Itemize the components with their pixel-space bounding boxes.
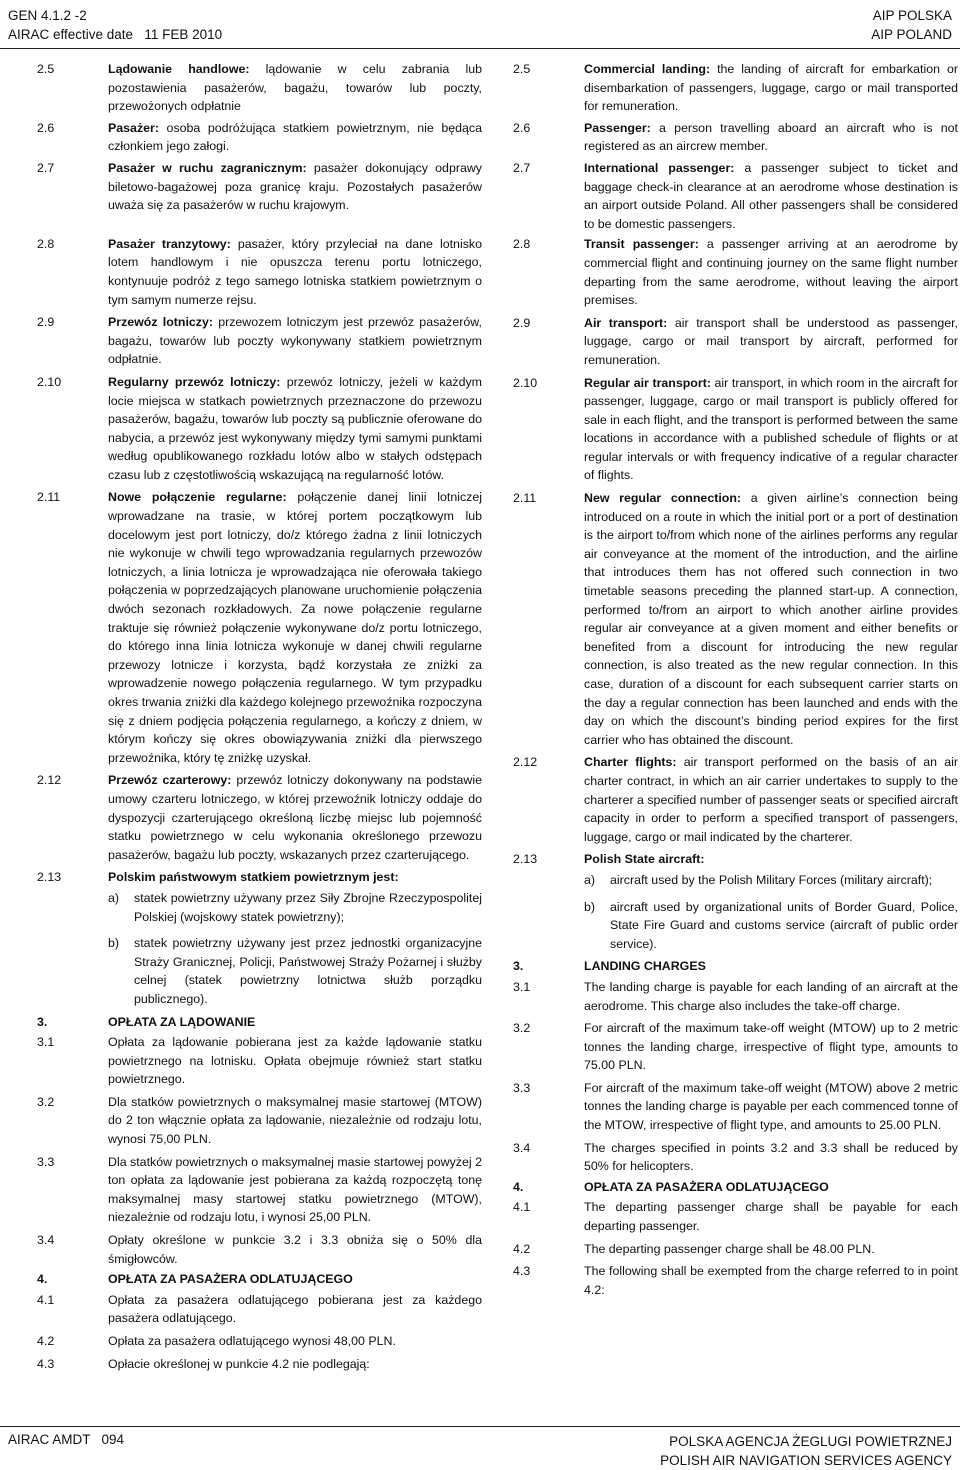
clause-item [513,1240,958,1259]
header-left [8,6,222,44]
item-number: 2.10 [37,374,62,389]
clause-text: Opłata za pasażera odlatującego wynosi 48,00 PLN. [108,1334,396,1348]
definition-text: air transport shall be understood as passenger, luggage, cargo or mail transport by aircraft, performed for remuneration. [584,315,958,367]
definition-item [513,314,958,370]
definition-text: osoba podróżująca statkiem powietrznym, nie będąca członkiem jego załogi. [108,120,482,154]
sub-item-indent [37,934,108,1008]
item-number: 2.13 [37,870,62,885]
footer-right [660,1432,952,1470]
clause-text: Opłata za pasażera odlatującego pobierana jest za każdego pasażera odlatującego. [108,1292,482,1326]
sub-item-text: statek powietrzny używany jest przez jednostki organizacyjne Straży Granicznej, Policji, Państwowej Straży Pożarnej i służby celnej (statek powietrzny lotnictwa służb porządku publicznego). [134,936,482,1006]
defined-term: Transit passenger: [584,237,699,252]
sub-item [37,934,482,1008]
item-number: 2.12 [37,773,62,788]
definition-text: przewóz lotniczy dokonywany na podstawie umowy czarteru lotniczego, w której przewoźnik lotniczy oddaje do dyspozycji czarterującego określoną liczbę miejsc lub pojemność statku powietrznego w celu wykonania określonego przewozu pasażerów, bagażu lub poczty, wskazanych przez czarterującego. [108,773,483,862]
defined-term: Pasażer w ruchu zagranicznym: [108,160,307,175]
clause-number: 3.3 [513,1080,531,1095]
page-header [0,0,960,52]
section-number: 3. [513,959,524,974]
amendment-number: AIRAC AMDT 094 [8,1432,125,1447]
definition-item [37,119,482,156]
definition-item [513,235,958,309]
section-number: 4. [37,1272,48,1287]
definition-item [513,850,958,869]
item-number: 2.12 [513,755,538,770]
item-number: 2.6 [513,120,531,135]
item-number: 2.9 [513,315,531,330]
sub-item-indent [513,898,584,954]
clause-number: 3.1 [513,979,531,994]
sub-item-label: b) [584,899,596,914]
clause-text: Opłata za lądowanie pobierana jest za każde lądowanie statku powietrznego na lotnisku. Opłata obejmuje również start statku powietrznego. [108,1035,482,1087]
definition-item [513,753,958,846]
sub-item-label: a) [108,890,120,905]
clause-text: For aircraft of the maximum take-off weight (MTOW) up to 2 metric tonnes the landing charge, irrespective of flight type, amounts to 75.00 PLN. [584,1021,958,1073]
clause-number: 3.2 [513,1021,531,1036]
clause-item [513,1262,958,1299]
clause-item [37,1332,482,1351]
clause-text: The departing passenger charge shall be 48.00 PLN. [584,1241,875,1256]
definition-text: a given airline’s connection being introduced on a route in which the initial port or a port of destination is the airport to/from which none of the airlines performs any regular air conveyance at the moment of the introduction, and the airline that introduces them has not offered such connection in two timetable seasons preceding the planned start-up. A connection, performed to/from an airport to which another airline provides regular air conveyance at a given moment and either benefits or benefited from a discount for introducing the new regular connection, is also treated as the new regular connection. In this case, duration of a discount for each subsequent carrier starts on the day a regular connection has been launched and ends with the day on which the discount’s binding period expires for the first carrier who has obtained the discount. [584,491,958,747]
clause-text: The departing passenger charge shall be payable for each departing passenger. [584,1200,958,1234]
definition-text: a person travelling aboard an aircraft who is not registered as an aircrew member. [584,120,958,154]
section-title: OPŁATA ZA PASAŻERA ODLATUJĄCEGO [108,1272,353,1287]
clause-number: 3.1 [37,1035,55,1050]
section-number: 4. [513,1179,524,1194]
section-title: OPŁATA ZA LĄDOWANIE [108,1014,256,1029]
section-heading [513,957,958,976]
item-text [584,374,958,486]
clause-number: 4.1 [37,1292,55,1307]
clause-item [37,1153,482,1227]
definition-item [37,373,482,485]
definition-item [513,159,958,233]
sub-item-indent [37,889,108,926]
definition-text: pasażer, który przyleciał na dane lotnisko lotem handlowym i nie opuszcza terenu portu lotniczego, kontynuuje podróż z tego samego lotniska statkiem powietrznym o tym samym numerze rejsu. [108,236,482,307]
item-text [108,488,482,767]
item-number: 2.11 [513,491,537,506]
defined-term: Polskim państwowym statkiem powietrznym jest: [108,870,399,885]
definition-text: połączenie danej linii lotniczej wprowadzane na trasie, w której portem początkowym lub docelowym jest port lotniczy, do/z którego żadna z linii lotniczych nie wykonuje w chwili tego wprowadzania regularnych przewozów lotniczych, a linia lotnicza je wprowadzająca nie oferowała takiego połączenia w poprzedzających planowane uruchomienie połączenia dwóch sezonach rozkładowych. Za nowe połączenie regularne traktuje się również połączenie wykonywane do/z portu lotniczego, do którego inna linia lotnicza wykonuje w danej chwili regularne przewozy lotnicze i korzysta, bądź korzystała ze zniżki za wprowadzenie nowego połączenia regularnego. W tym przypadku okres trwania zniżki dla każdego kolejnego przewoźnika rozpoczyna się z dniem podjęcia połączenia regularnego, a kończy z dniem, w którym kończy się okres obowiązywania zniżki dla pierwszego przewoźnika, który tę zniżkę uzyskał. [108,490,483,765]
item-number: 2.13 [513,852,538,867]
clause-item [37,1291,482,1328]
defined-term: Przewóz czarterowy: [108,773,232,788]
page-footer [0,1426,960,1467]
definition-text: a passenger arriving at an aerodrome by commercial flight and continuing journey on the same flight number departing from the same aerodrome, without leaving the airport premises. [584,237,958,308]
agency-pl: POLSKA AGENCJA ŻEGLUGI POWIETRZNEJ [669,1434,952,1449]
doc-reference: GEN 4.1.2 -2 [8,8,87,23]
item-number: 2.11 [37,490,61,505]
section-title: OPŁATA ZA PASAŻERA ODLATUJĄCEGO [584,1179,829,1194]
sub-item-label: b) [108,936,120,951]
definition-item [513,374,958,486]
item-text [108,373,482,485]
header-right [871,6,952,44]
item-text [584,314,958,370]
defined-term: Przewóz lotniczy: [108,315,214,330]
effective-date: AIRAC effective date 11 FEB 2010 [8,27,223,42]
item-number: 2.8 [513,237,531,252]
defined-term: International passenger: [584,160,735,175]
item-text [584,753,958,846]
defined-term: Regular air transport: [584,375,711,390]
item-text [108,868,482,887]
clause-text: The landing charge is payable for each landing of an aircraft at the aerodrome. This charge also includes the take-off charge. [584,979,958,1013]
definition-item [37,488,482,767]
clause-text: Dla statków powietrznych o maksymalnej masie startowej powyżej 2 ton opłata za lądowanie jest pobierana za każdą rozpoczętą tonę maksymalnej masy startowej statku powietrznego (MTOW), niezależnie od rodzaju lotu, i wynosi 25,00 PLN. [108,1154,482,1225]
defined-term: Passenger: [584,120,651,135]
clause-item [37,1033,482,1089]
item-number: 2.5 [513,62,531,76]
definition-item [37,868,482,887]
sub-item-text: statek powietrzny używany przez Siły Zbrojne Rzeczypospolitej Polskiej (wojskowy statek powietrzny); [134,890,482,924]
polish-column [37,60,482,1373]
definition-text: przewóz lotniczy, jeżeli w każdym locie miejsca w statkach powietrznych przeznaczone do przewozu pasażerów, bagażu, towarów lub poczty są publicznie oferowane do nabycia, a przewóz jest wykonywany między tymi samymi punktami według opublikowanego rozkładu lotów albo w stałych odstępach czasu lub z częstotliwością wskazującą na regularność lotów. [108,374,482,482]
clause-number: 4.3 [37,1356,55,1371]
sub-item [37,889,482,926]
clause-item [37,1093,482,1149]
item-text [584,489,958,749]
title-pl: AIP POLSKA [872,8,952,23]
section-title: LANDING CHARGES [584,959,706,974]
defined-term: Regularny przewóz lotniczy: [108,374,281,389]
sub-item-label: a) [584,872,596,887]
definition-item [37,159,482,215]
section-number: 3. [37,1014,48,1029]
definition-text: lądowanie w celu zabrania lub pozostawienia pasażerów, bagażu, towarów lub poczty, przewożonych odpłatnie [108,62,482,114]
defined-term: Pasażer tranzytowy: [108,236,231,251]
defined-term: Lądowanie handlowe: [108,62,250,76]
definition-text: air transport performed on the basis of an air charter contract, in which an air carrier undertakes to supply to the charterer a specified number of passenger seats or specified aircraft capacity in order to perform a specified transport of passengers, luggage, cargo or mail indicated by the charterer. [584,755,958,844]
clause-text: For aircraft of the maximum take-off weight (MTOW) above 2 metric tonnes the landing charge is payable per each commenced tonne of the MTOW, irrespective of flight type, and amounts to 25.00 PLN. [584,1080,958,1133]
clause-text: Dla statków powietrznych o maksymalnej masie startowej (MTOW) do 2 ton włącznie opłata za lądowanie, niezależnie od rodzaju lotu, wynosi 75,00 PLN. [108,1094,482,1147]
item-text [108,771,482,864]
clause-number: 3.3 [37,1154,55,1169]
agency-en: POLISH AIR NAVIGATION SERVICES AGENCY [660,1453,952,1468]
item-number: 2.10 [513,375,538,390]
section-heading [513,1178,958,1197]
clause-number: 3.4 [37,1233,55,1248]
clause-number: 4.1 [513,1200,531,1215]
definition-item [513,489,958,749]
definition-text: przewozem lotniczym jest przewóz pasażerów, bagażu, towarów lub poczty wykonywany statkiem powietrznym odpłatnie. [108,315,482,367]
clause-item [37,1355,482,1374]
item-text [108,119,482,156]
item-text [108,313,482,369]
clause-text: Opłacie określonej w punkcie 4.2 nie podlegają: [108,1356,370,1371]
item-number: 2.7 [513,160,531,175]
section-heading [37,1013,482,1032]
definition-text: a passenger subject to ticket and baggage check-in clearance at an aerodrome whose destination is an airport outside Poland. All other passengers shall be considered to be domestic passengers. [584,160,958,231]
clause-item [513,1198,958,1235]
sub-item-text: aircraft used by organizational units of Border Guard, Police, State Fire Guard and customs service (aircraft of public order service). [610,899,958,951]
item-number: 2.6 [37,120,55,135]
definition-item [513,119,958,156]
item-text [584,235,958,309]
item-text [584,159,958,233]
clause-item [513,1139,958,1176]
defined-term: Pasażer: [108,120,159,135]
clause-item [37,1231,482,1268]
clause-number: 3.2 [37,1094,55,1109]
header-divider [0,48,960,49]
clause-number: 4.2 [37,1334,55,1348]
footer-divider [0,1426,960,1427]
item-number: 2.8 [37,236,55,251]
defined-term: Charter flights: [584,755,677,770]
clause-item [513,978,958,1015]
item-text [584,60,958,116]
defined-term: Nowe połączenie regularne: [108,490,287,505]
clause-item [513,1079,958,1135]
definition-item [37,60,482,116]
definition-text: pasażer dokonujący odprawy biletowo-bagażowej poza granicę kraju. Pozostałych pasażerów uważa się za pasażerów w ruchu krajowym. [108,160,482,213]
defined-term: Polish State aircraft: [584,852,705,867]
item-number: 2.7 [37,160,55,175]
definition-item [513,60,958,116]
defined-term: New regular connection: [584,491,742,506]
item-text [584,850,958,869]
item-text [108,159,482,215]
definition-text: air transport, in which room in the aircraft for passenger, luggage, cargo or mail transport is publicly offered for sale in each flight, and the transport is performed between the same locations in accordance with a published schedule of flights or at regular intervals or with frequency indicative of a regular character of flights. [584,375,958,483]
item-text [584,119,958,156]
clause-text: Opłaty określone w punkcie 3.2 i 3.3 obniża się o 50% dla śmigłowców. [108,1233,482,1266]
sub-item [513,871,958,890]
defined-term: Commercial landing: [584,62,711,76]
item-number: 2.5 [37,62,55,76]
item-text [108,235,482,309]
item-text [108,60,482,116]
definition-item [37,313,482,369]
clause-item [513,1019,958,1075]
clause-number: 3.4 [513,1140,531,1155]
english-column [513,60,958,1299]
defined-term: Air transport: [584,315,668,330]
clause-text: The charges specified in points 3.2 and 3.3 shall be reduced by 50% for helicopters. [584,1140,958,1174]
clause-text: The following shall be exempted from the charge referred to in point 4.2: [584,1264,958,1297]
definition-text: the landing of aircraft for embarkation or disembarkation of passengers, luggage, cargo or mail transported for remuneration. [584,62,958,114]
definition-item [37,235,482,309]
sub-item-text: aircraft used by the Polish Military Forces (military aircraft); [610,872,933,887]
section-heading [37,1270,482,1289]
title-en: AIP POLAND [871,27,952,42]
item-number: 2.9 [37,315,55,330]
sub-item [513,898,958,954]
clause-number: 4.3 [513,1264,531,1279]
sub-item-indent [513,871,584,890]
definition-item [37,771,482,864]
clause-number: 4.2 [513,1241,531,1256]
